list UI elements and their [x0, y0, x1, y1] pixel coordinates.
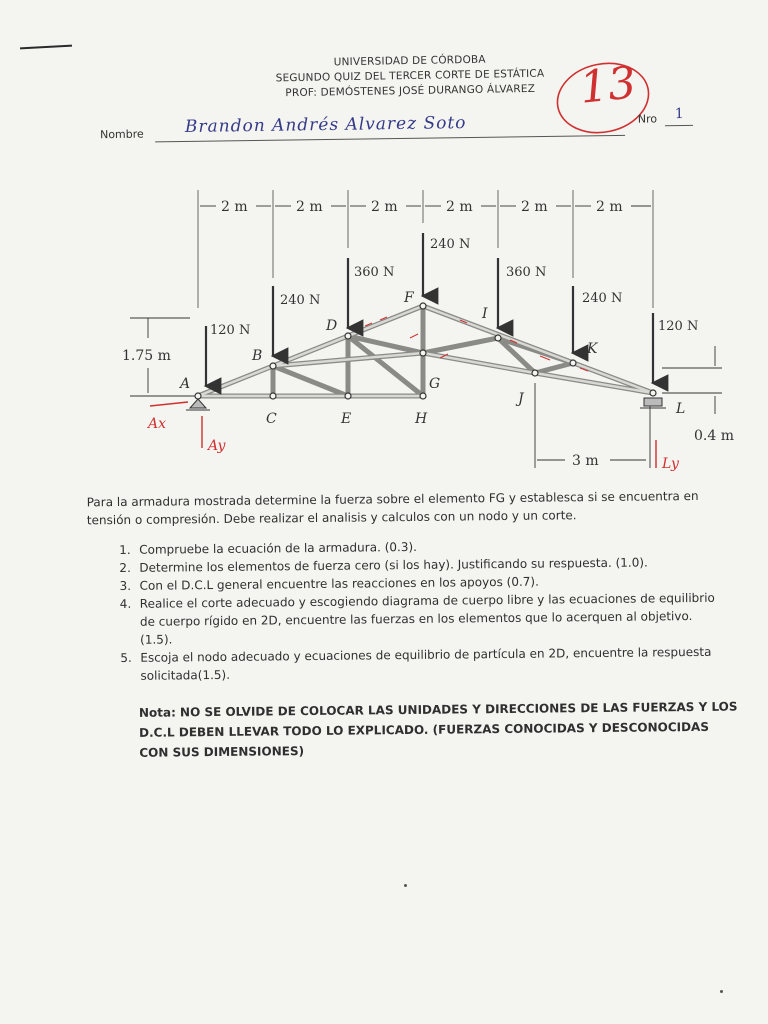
load-label: 240 N	[280, 293, 321, 308]
question-number: 3.	[119, 578, 132, 594]
exam-title: SEGUNDO QUIZ DEL TERCER CORTE DE ESTÁTICA	[275, 67, 545, 85]
height-label: 1.75 m	[122, 348, 171, 364]
question-item	[88, 589, 729, 650]
bottom-label: 3 m	[572, 453, 599, 469]
nro-label: Nro	[637, 112, 658, 126]
node-label: E	[341, 411, 352, 427]
paper-speck	[720, 990, 723, 993]
spacing-label: 2 m	[521, 199, 548, 215]
supports	[186, 398, 666, 410]
paper-speck	[404, 884, 407, 887]
reaction-label: Ly	[662, 456, 679, 472]
name-row	[99, 106, 700, 146]
spacing-label: 2 m	[446, 199, 473, 215]
load-label: 120 N	[658, 319, 699, 334]
node-label: H	[415, 411, 428, 427]
node-label: G	[429, 376, 441, 392]
question-text: Con el D.C.L general encuentre las reacciones en los apoyos (0.7).	[139, 574, 539, 593]
exam-header	[230, 51, 591, 102]
nro-value: 1	[674, 106, 684, 123]
load-label: 120 N	[210, 323, 251, 338]
node-label: C	[266, 411, 277, 427]
university-name: UNIVERSIDAD DE CÓRDOBA	[333, 53, 486, 69]
support-dimension	[662, 346, 722, 414]
load-label: 360 N	[506, 265, 547, 280]
load-label: 240 N	[582, 291, 623, 306]
load-label: 360 N	[354, 265, 395, 280]
problem-statement	[86, 487, 738, 764]
reaction-labels	[146, 416, 680, 472]
question-number: 4.	[119, 596, 132, 612]
load-label: 240 N	[430, 237, 471, 252]
grade-value: 13	[577, 57, 639, 114]
question-number: 2.	[119, 560, 131, 576]
nro-underline	[665, 125, 693, 126]
spacing-label: 2 m	[296, 199, 323, 215]
load-labels	[210, 237, 698, 338]
exam-note: Nota: NO SE OLVIDE DE COLOCAR LAS UNIDADES Y DIRECCIONES DE LAS FUERZAS Y LOS D.C.L DEBEN LLEVAR TODO LO EXPLICADO. (FUERZAS CONOCIDAS Y DESCONOCIDAS CON SUS DIMENSIONES)	[138, 699, 738, 760]
node-label: L	[676, 401, 686, 417]
spacing-label: 2 m	[371, 199, 398, 215]
question-list	[87, 535, 728, 686]
node-label: F	[404, 290, 414, 306]
reaction-label: Ax	[148, 416, 167, 432]
truss-diagram	[110, 178, 750, 478]
question-item	[88, 643, 728, 686]
pen-mark	[20, 45, 72, 50]
question-text: Compruebe la ecuación de la armadura. (0.3).	[139, 539, 417, 557]
spacing-labels	[221, 199, 623, 215]
node-label: K	[587, 341, 598, 357]
question-number: 5.	[120, 650, 132, 666]
support-label: 0.4 m	[694, 428, 734, 444]
spacing-label: 2 m	[221, 199, 248, 215]
node-label: I	[482, 306, 488, 322]
question-text: Escoja el nodo adecuado y ecuaciones de equilibrio de partícula en 2D, encuentre la respuesta solicitada(1.5).	[140, 644, 712, 683]
question-number: 1.	[119, 542, 131, 558]
question-text: Determine los elementos de fuerza cero (si los hay). Justificando su respuesta. (1.0).	[139, 555, 648, 575]
professor-name: PROF: DEMÓSTENES JOSÉ DURANGO ÁLVAREZ	[285, 82, 536, 100]
spacing-label: 2 m	[596, 199, 623, 215]
node-label: D	[326, 318, 338, 334]
student-name: Brandon Andrés Alvarez Soto	[184, 113, 467, 138]
name-label: Nombre	[99, 127, 144, 142]
node-label: A	[180, 376, 191, 392]
node-label: J	[518, 391, 524, 407]
problem-intro: Para la armadura mostrada determine la fuerza sobre el elemento FG y establesca si se encuentra en tensión o compresión. Debe realizar el analisis y calculos con un nodo y un corte.	[86, 488, 699, 528]
reaction-label: Ay	[208, 438, 226, 454]
node-label: B	[252, 348, 263, 364]
question-text: Realice el corte adecuado y escogiendo diagrama de cuerpo libre y las ecuaciones de equilibrio de cuerpo rígido en 2D, encuentre las fuerzas en los elementos que lo acerquen al objetivo. (1.5).	[139, 590, 715, 647]
